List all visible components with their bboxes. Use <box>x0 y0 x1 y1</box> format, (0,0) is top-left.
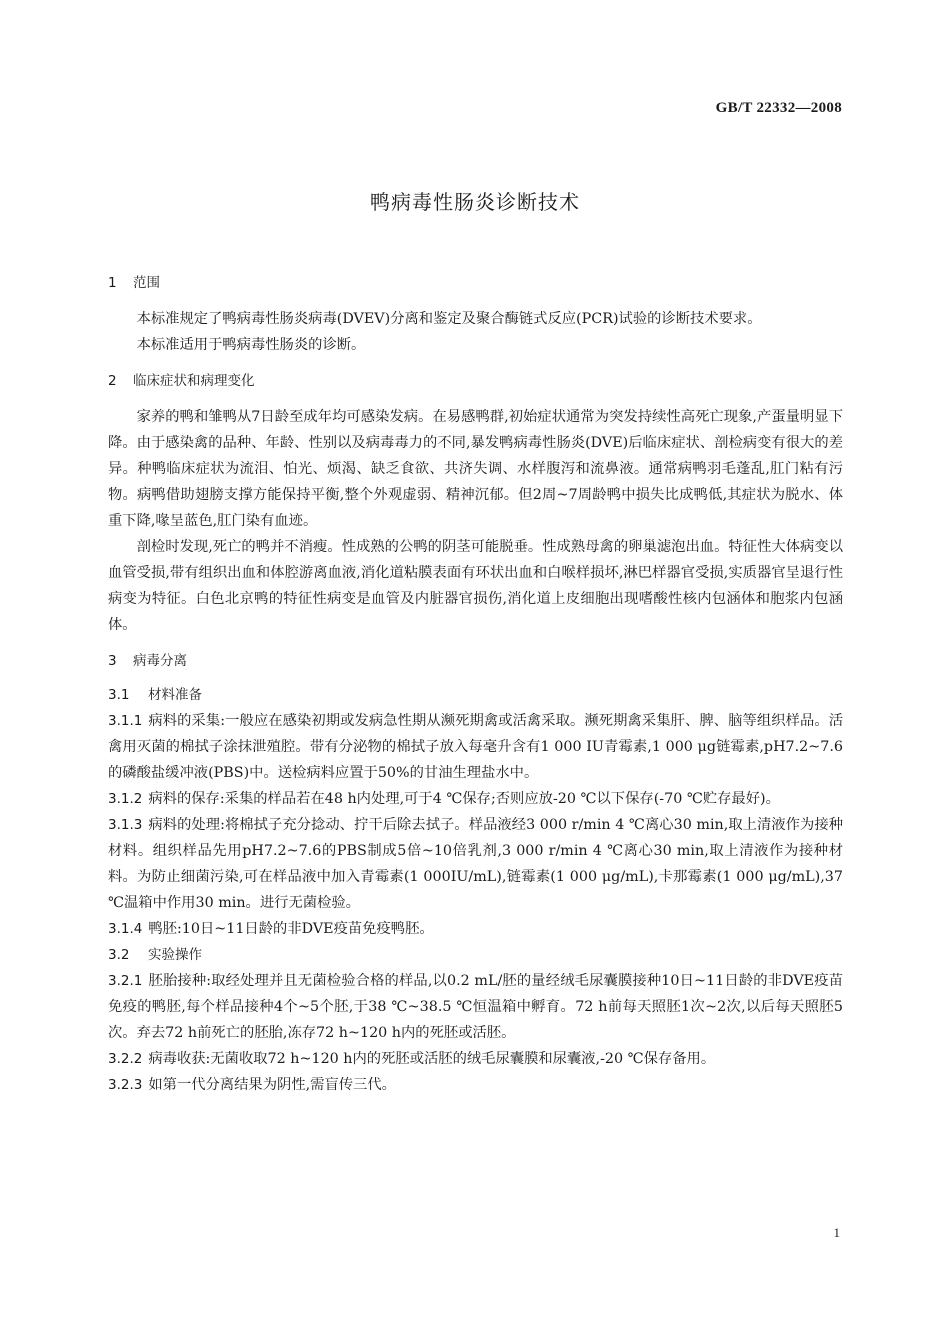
paragraph: 家养的鸭和雏鸭从7日龄至成年均可感染发病。在易感鸭群,初始症状通常为突发持续性高死亡现象,产蛋量明显下降。由于感染禽的品种、年龄、性别以及病毒毒力的不同,暴发鸭病毒性肠炎(DVE)后临床症状、剖检病变有很大的差异。种鸭临床症状为流泪、怕光、烦渴、缺乏食欲、共济失调、水样腹泻和流鼻液。通常病鸭羽毛蓬乱,肛门粘有污物。病鸭借助翅膀支撑方能保持平衡,整个外观虚弱、精神沉郁。但2周~7周龄鸭中损失比成鸭低,其症状为脱水、体重下降,喙呈蓝色,肛门染有血迹。 <box>108 409 843 529</box>
subsection-number: 3.2 <box>108 947 130 963</box>
subsection-title: 材料准备 <box>148 687 202 703</box>
standard-code: GB/T 22332—2008 <box>715 100 842 116</box>
clause-number: 3.2.3 <box>108 1077 143 1093</box>
clause-item <box>108 1072 843 1098</box>
section-heading <box>108 648 843 674</box>
paragraph: 剖检时发现,死亡的鸭并不消瘦。性成熟的公鸭的阴茎可能脱垂。性成熟母禽的卵巢滤泡出血。特征性大体病变以血管受损,带有组织出血和体腔游离血液,消化道粘膜表面有环状出血和白喉样损坏,淋巴样器官受损,实质器官呈退行性病变为特征。白色北京鸭的特征性病变是血管及内脏器官损伤,消化道上皮细胞出现嗜酸性核内包涵体和胞浆内包涵体。 <box>108 539 843 633</box>
section-number: 3 <box>108 653 117 669</box>
clause-item <box>108 916 843 942</box>
clause-number: 3.1.2 <box>108 791 143 807</box>
section-scope <box>108 270 843 358</box>
section-title: 临床症状和病理变化 <box>133 373 255 389</box>
clause-text: 病毒收获:无菌收取72 h~120 h内的死胚或活胚的绒毛尿囊膜和尿囊液,-20 ℃保存备用。 <box>148 1051 716 1067</box>
clause-text: 鸭胚:10日~11日龄的非DVE疫苗免疫鸭胚。 <box>148 921 434 937</box>
clause-item <box>108 708 843 786</box>
section-title: 范围 <box>133 275 160 291</box>
clause-item <box>108 812 843 916</box>
paragraph: 本标准规定了鸭病毒性肠炎病毒(DVEV)分离和鉴定及聚合酶链式反应(PCR)试验的诊断技术要求。 <box>136 311 762 327</box>
subsection-title: 实验操作 <box>148 947 202 963</box>
clause-text: 病料的采集:一般应在感染初期或发病急性期从濒死期禽或活禽采取。濒死期禽采集肝、脾、脑等组织样品。活禽用灭菌的棉拭子涂抹泄殖腔。带有分泌物的棉拭子放入每毫升含有1 000 IU青霉素,1 000 μg链霉素,pH7.2~7.6的磷酸盐缓冲液(PBS)中。送检病料应置于50%的甘油生理盐水中。 <box>108 713 843 781</box>
clause-item <box>108 968 843 1046</box>
clause-number: 3.1.4 <box>108 921 143 937</box>
clause-number: 3.2.1 <box>108 973 143 989</box>
section-title: 病毒分离 <box>133 653 187 669</box>
subsection-heading <box>108 942 843 968</box>
page-number: 1 <box>833 1225 840 1240</box>
section-clinical-signs <box>108 368 843 638</box>
clause-number: 3.2.2 <box>108 1051 143 1067</box>
section-heading <box>108 368 843 394</box>
paragraph: 本标准适用于鸭病毒性肠炎的诊断。 <box>136 337 366 353</box>
subsection-number: 3.1 <box>108 687 130 703</box>
clause-text: 如第一代分离结果为阴性,需盲传三代。 <box>148 1077 396 1093</box>
clause-number: 3.1.3 <box>108 817 143 833</box>
subsection-heading <box>108 682 843 708</box>
section-number: 1 <box>108 275 117 291</box>
document-body <box>108 270 843 1098</box>
clause-text: 病料的保存:采集的样品若在48 h内处理,可于4 ℃保存;否则应放-20 ℃以下保存(-70 ℃贮存最好)。 <box>148 791 780 807</box>
clause-text: 胚胎接种:取经处理并且无菌检验合格的样品,以0.2 mL/胚的量经绒毛尿囊膜接种10日~11日龄的非DVE疫苗免疫的鸭胚,每个样品接种4个~5个胚,于38 ℃~38.5 ℃恒温箱中孵育。72 h前每天照胚1次~2次,以后每天照胚5次。弃去72 h前死亡的胚胎,冻存72 h~120 h内的死胚或活胚。 <box>108 973 843 1041</box>
clause-item <box>108 1046 843 1072</box>
clause-number: 3.1.1 <box>108 713 143 729</box>
clause-text: 病料的处理:将棉拭子充分捻动、拧干后除去拭子。样品液经3 000 r/min 4 ℃离心30 min,取上清液作为接种材料。组织样品先用pH7.2~7.6的PBS制成5倍~10倍乳剂,3 000 r/min 4 ℃离心30 min,取上清液作为接种材料。为防止细菌污染,可在样品液中加入青霉素(1 000IU/mL),链霉素(1 000 μg/mL),卡那霉素(1 000 μg/mL),37 ℃温箱中作用30 min。进行无菌检验。 <box>108 817 843 911</box>
clause-item <box>108 786 843 812</box>
section-heading <box>108 270 843 296</box>
document-title: 鸭病毒性肠炎诊断技术 <box>370 190 580 214</box>
section-number: 2 <box>108 373 117 389</box>
section-virus-isolation <box>108 648 843 1098</box>
